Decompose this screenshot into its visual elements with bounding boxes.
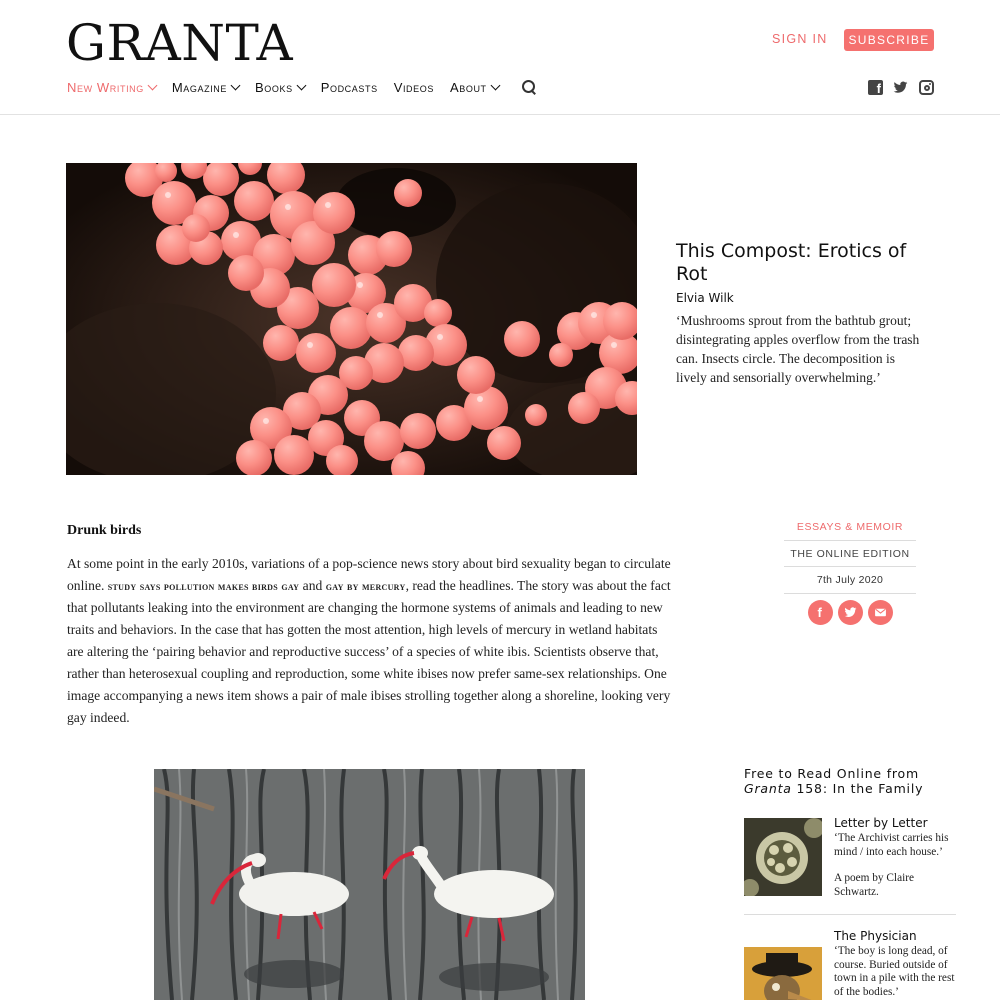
- nav-item-books[interactable]: Books: [255, 80, 305, 95]
- card-quote: ‘The Archivist carries his mind / into each house.’: [834, 832, 949, 858]
- nav-item-about[interactable]: About: [450, 80, 499, 95]
- slime-mold-photo: [66, 163, 637, 475]
- card-title[interactable]: Letter by Letter: [834, 816, 928, 830]
- section-heading: Drunk birds: [67, 523, 142, 538]
- category-link[interactable]: ESSAYS & MEMOIR: [784, 514, 916, 541]
- nav-item-new-writing[interactable]: New Writing: [67, 80, 156, 95]
- ibis-photo: [154, 769, 585, 1000]
- twitter-icon[interactable]: [838, 600, 863, 625]
- facebook-icon[interactable]: f: [808, 600, 833, 625]
- hero-image[interactable]: [66, 163, 637, 475]
- nav-item-podcasts[interactable]: Podcasts: [320, 79, 378, 95]
- ibis-image[interactable]: [154, 769, 585, 1000]
- headline-small-caps: study says pollution makes birds gay: [107, 579, 300, 593]
- search-icon[interactable]: [521, 79, 537, 95]
- granta-logo[interactable]: GRANTA: [66, 14, 294, 72]
- headline-small-caps: gay by mercury: [325, 579, 406, 593]
- edition-label: THE ONLINE EDITION: [784, 541, 916, 568]
- publish-date: 7th July 2020: [784, 567, 916, 594]
- sidebar-title: Free to Read Online from Granta 158: In the Family: [744, 766, 924, 796]
- article-meta: [784, 514, 916, 625]
- main-nav: [67, 79, 537, 95]
- chevron-down-icon: [231, 80, 241, 90]
- site-header: [0, 0, 1000, 115]
- card-thumbnail[interactable]: [744, 947, 822, 1000]
- card-thumbnail[interactable]: [744, 818, 822, 896]
- card-title[interactable]: The Physician: [834, 929, 917, 943]
- nav-item-videos[interactable]: Videos: [393, 79, 434, 95]
- chevron-down-icon: [147, 80, 157, 90]
- sidebar-card[interactable]: [744, 931, 956, 1000]
- email-icon[interactable]: [868, 600, 893, 625]
- facebook-icon[interactable]: f: [868, 80, 883, 95]
- chevron-down-icon: [296, 80, 306, 90]
- twitter-icon[interactable]: [893, 80, 908, 95]
- share-buttons: [784, 600, 916, 625]
- sign-in-link[interactable]: SIGN IN: [772, 32, 828, 46]
- hero-excerpt: ‘Mushrooms sprout from the bathtub grout; disintegrating apples overflow from the trash can. Insects circle. The decomposition is lively and sensorially overwhelming.’: [676, 313, 920, 385]
- chevron-down-icon: [490, 80, 500, 90]
- sidebar-card[interactable]: [744, 818, 956, 915]
- card-quote: ‘The boy is long dead, of course. Buried outside of town in a pile with the rest of the bodies.’: [834, 945, 955, 998]
- article-body: At some point in the early 2010s, variations of a pop-science news story about bird sexuality began to circulate online. study says pollution makes birds gay and gay by mercury, read the headlines. The story was about the fact that pollutants leaking into the environment are changing the hormone systems of animals and leading to new traits and behaviors. In the case that has gotten the most attention, high levels of mercury in wetland habitats are altering the ‘pairing behavior and reproductive success’ of a species of white ibis. Scientists observe that, rather than heterosexual coupling and reproduction, some white ibises now prefer same-sex relationships. One image accompanying a news item shows a pair of male ibises strolling together along a shoreline, looking very gay indeed.: [67, 556, 671, 725]
- hero-title[interactable]: This Compost: Erotics of Rot: [676, 240, 907, 285]
- hero-author[interactable]: Elvia Wilk: [676, 291, 734, 305]
- card-byline: A poem by Claire Schwartz.: [834, 872, 915, 898]
- instagram-icon[interactable]: [919, 80, 934, 95]
- subscribe-button[interactable]: SUBSCRIBE: [844, 29, 934, 51]
- nav-item-magazine[interactable]: Magazine: [172, 80, 239, 95]
